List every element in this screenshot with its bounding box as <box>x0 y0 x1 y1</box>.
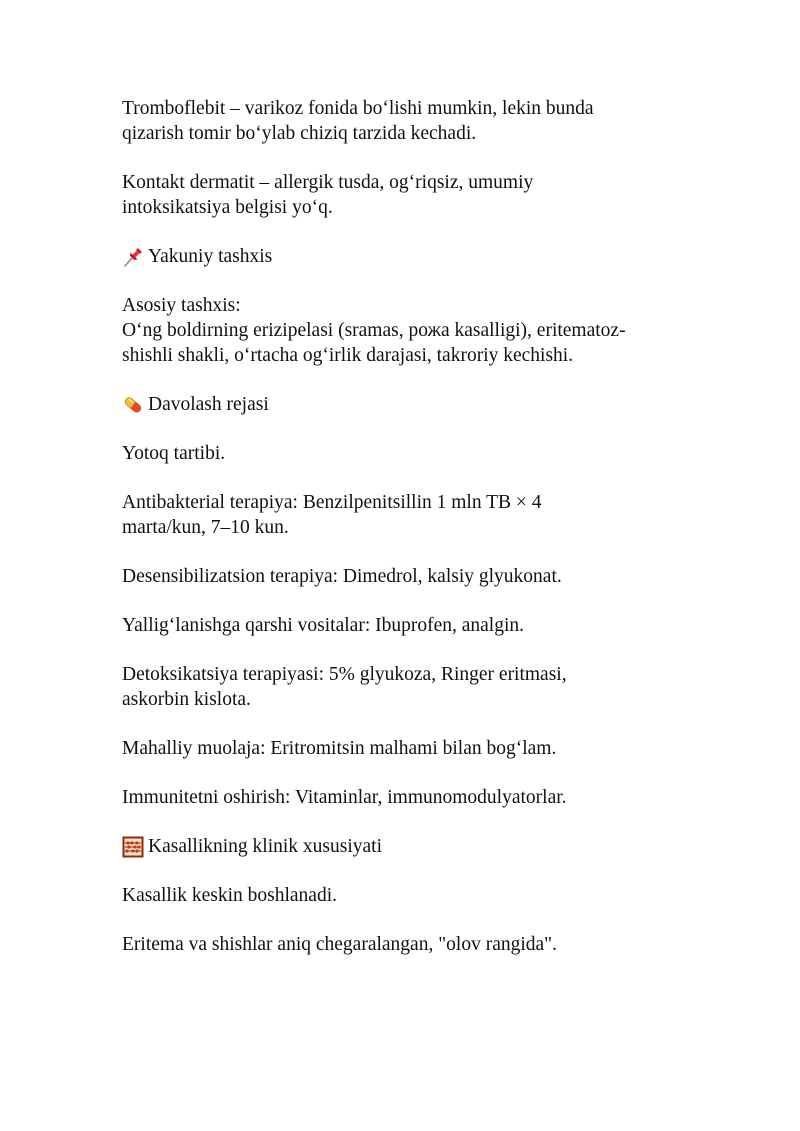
section-heading-klinik-xususiyati <box>122 834 692 859</box>
text-line: askorbin kislota. <box>122 689 251 710</box>
text-line: Kontakt dermatit – allergik tusda, og‘riqsiz, umumiy <box>122 172 534 193</box>
abacus-icon <box>122 836 144 858</box>
text-line: Desensibilizatsion terapiya: Dimedrol, kalsiy glyukonat. <box>122 566 562 587</box>
text-line: shishli shakli, o‘rtacha og‘irlik darajasi, takroriy kechishi. <box>122 345 574 366</box>
section-heading-yakuniy-tashxis <box>122 244 692 269</box>
paragraph-keskin-boshlanadi <box>122 883 692 908</box>
pushpin-icon <box>122 246 144 268</box>
text-line: Tromboflebit – varikoz fonida bo‘lishi mumkin, lekin bunda <box>122 98 594 119</box>
section-title: Davolash rejasi <box>148 394 269 415</box>
text-line: marta/kun, 7–10 kun. <box>122 517 289 538</box>
paragraph-immunitetni-oshirish <box>122 785 692 810</box>
section-title: Kasallikning klinik xususiyati <box>148 836 382 857</box>
paragraph-yalliglanishga-qarshi <box>122 613 692 638</box>
section-heading-davolash-rejasi <box>122 392 692 417</box>
text-line: Antibakterial terapiya: Benzilpenitsillin 1 mln TB × 4 <box>122 492 542 513</box>
paragraph-mahalliy-muolaja <box>122 736 692 761</box>
paragraph-tromboflebit <box>122 96 692 146</box>
text-line: Mahalliy muolaja: Eritromitsin malhami bilan bog‘lam. <box>122 738 557 759</box>
paragraph-kontakt-dermatit <box>122 170 692 220</box>
section-title: Yakuniy tashxis <box>148 246 273 267</box>
paragraph-eritema-va-shishlar <box>122 932 692 957</box>
text-line: Immunitetni oshirish: Vitaminlar, immunomodulyatorlar. <box>122 787 567 808</box>
paragraph-antibakterial-terapiya <box>122 490 692 540</box>
paragraph-asosiy-tashxis <box>122 293 692 368</box>
text-line: Asosiy tashxis: <box>122 295 241 316</box>
text-line: Kasallik keskin boshlanadi. <box>122 885 338 906</box>
text-line: Detoksikatsiya terapiyasi: 5% glyukoza, Ringer eritmasi, <box>122 664 567 685</box>
paragraph-yotoq-tartibi <box>122 441 692 466</box>
document-page <box>122 96 692 981</box>
text-line: Yallig‘lanishga qarshi vositalar: Ibuprofen, analgin. <box>122 615 525 636</box>
text-line: Yotoq tartibi. <box>122 443 226 464</box>
text-line: Eritema va shishlar aniq chegaralangan, "olov rangida". <box>122 934 558 955</box>
paragraph-detoksikatsiya-terapiyasi <box>122 662 692 712</box>
text-line: O‘ng boldirning erizipelasi (sramas, рожа kasalligi), eritematoz- <box>122 320 626 341</box>
pill-icon <box>122 394 144 416</box>
text-line: intoksikatsiya belgisi yo‘q. <box>122 197 333 218</box>
text-line: qizarish tomir bo‘ylab chiziq tarzida kechadi. <box>122 123 477 144</box>
paragraph-desensibilizatsion-terapiya <box>122 564 692 589</box>
